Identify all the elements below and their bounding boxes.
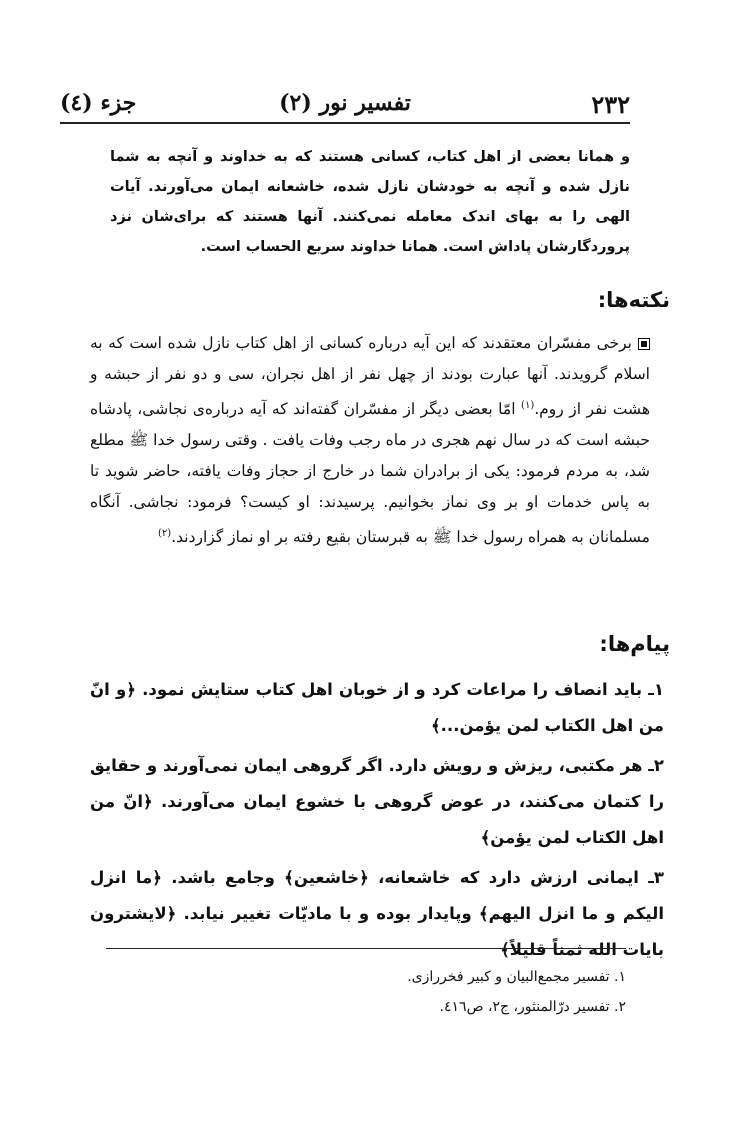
running-title: تفسیر نور (۲) <box>279 90 411 116</box>
page-header <box>60 90 630 124</box>
bullet-square-icon <box>638 338 650 350</box>
notes-text-part-1: برخى مفسّران معتقدند كه اين آيه درباره كسانى از اهل كتاب نازل شده است كه به اسلام گرويدند. آنها عبارت بودند از چهل نفر از اهل نجران، سى و دو نفر از حبشه و هشت نفر از روم. <box>90 334 650 419</box>
message-item: ۱ـ بايد انصاف را مراعات كرد و از خوبان اهل كتاب ستايش نمود. ﴿و انّ من اهل الكتاب لمن يؤمن...﴾ <box>90 680 664 735</box>
notes-text-part-2: امّا بعضى ديگر از مفسّران گفته‌اند كه آيه درباره‌ى نجاشى، پادشاه حبشه است كه در سال نهم هجرى در ماه رجب وفات يافت . وقتى رسول خدا ﷺ مطلع شد، به مردم فرمود: يكى از برادران شما در خارج از حجاز وفات يافته، حاضر شويد تا به پاس خدمات او بر وى نماز بخوانيم. پرسيدند: او كيست؟ فرمود: نجاشى. آنگاه مسلمانان به همراه رسول خدا ﷺ به قبرستان بقيع رفته بر او نماز گزاردند. <box>90 400 650 547</box>
messages-list <box>90 672 664 972</box>
footnote-ref-1: (۱) <box>521 400 535 411</box>
footnote-item: ۱. تفسير مجمع‌البيان و كبير فخررازى. <box>407 969 626 985</box>
footnotes <box>106 962 626 1022</box>
footnote-ref-2: (۲) <box>158 528 172 540</box>
footnote-divider <box>106 948 626 949</box>
page-number: ۲۳۲ <box>591 90 630 119</box>
notes-body <box>90 328 650 553</box>
messages-heading: پیام‌ها: <box>599 632 670 656</box>
juz-label: جزء (٤) <box>60 90 137 116</box>
verse-translation: و همانا بعضى از اهل كتاب، كسانى هستند كه به خداوند و آنچه به شما نازل شده و آنچه به خودشان نازل شده، خاشعانه ايمان مى‌آورند. آيات الهى را به بهاى اندک معامله نمى‌كنند. آنها هستند كه براى‌شان نزد پروردگارشان پاداش است. همانا خداوند سريع الحساب است. <box>110 149 630 255</box>
message-item: ۲ـ هر مكتبى، ريزش و رويش دارد. اگر گروهى ايمان نمى‌آورند و حقايق را كتمان مى‌كنند، در عوض گروهى با خشوع ايمان مى‌آورند. ﴿انّ من اهل الكتاب لمن يؤمن﴾ <box>90 756 664 847</box>
notes-heading: نکته‌ها: <box>597 288 670 312</box>
message-item: ۳ـ ايمانى ارزش دارد كه خاشعانه، ﴿خاشعين﴾ وجامع باشد. ﴿ما انزل اليكم و ما انزل اليهم﴾ وپايدار بوده و با ماديّات تغيير نيابد. ﴿لايشترون بايات الله ثمناً قليلاً﴾ <box>90 868 664 959</box>
footnote-item: ۲. تفسير درّالمنثور، ج۲، ص٤١٦. <box>439 999 626 1015</box>
